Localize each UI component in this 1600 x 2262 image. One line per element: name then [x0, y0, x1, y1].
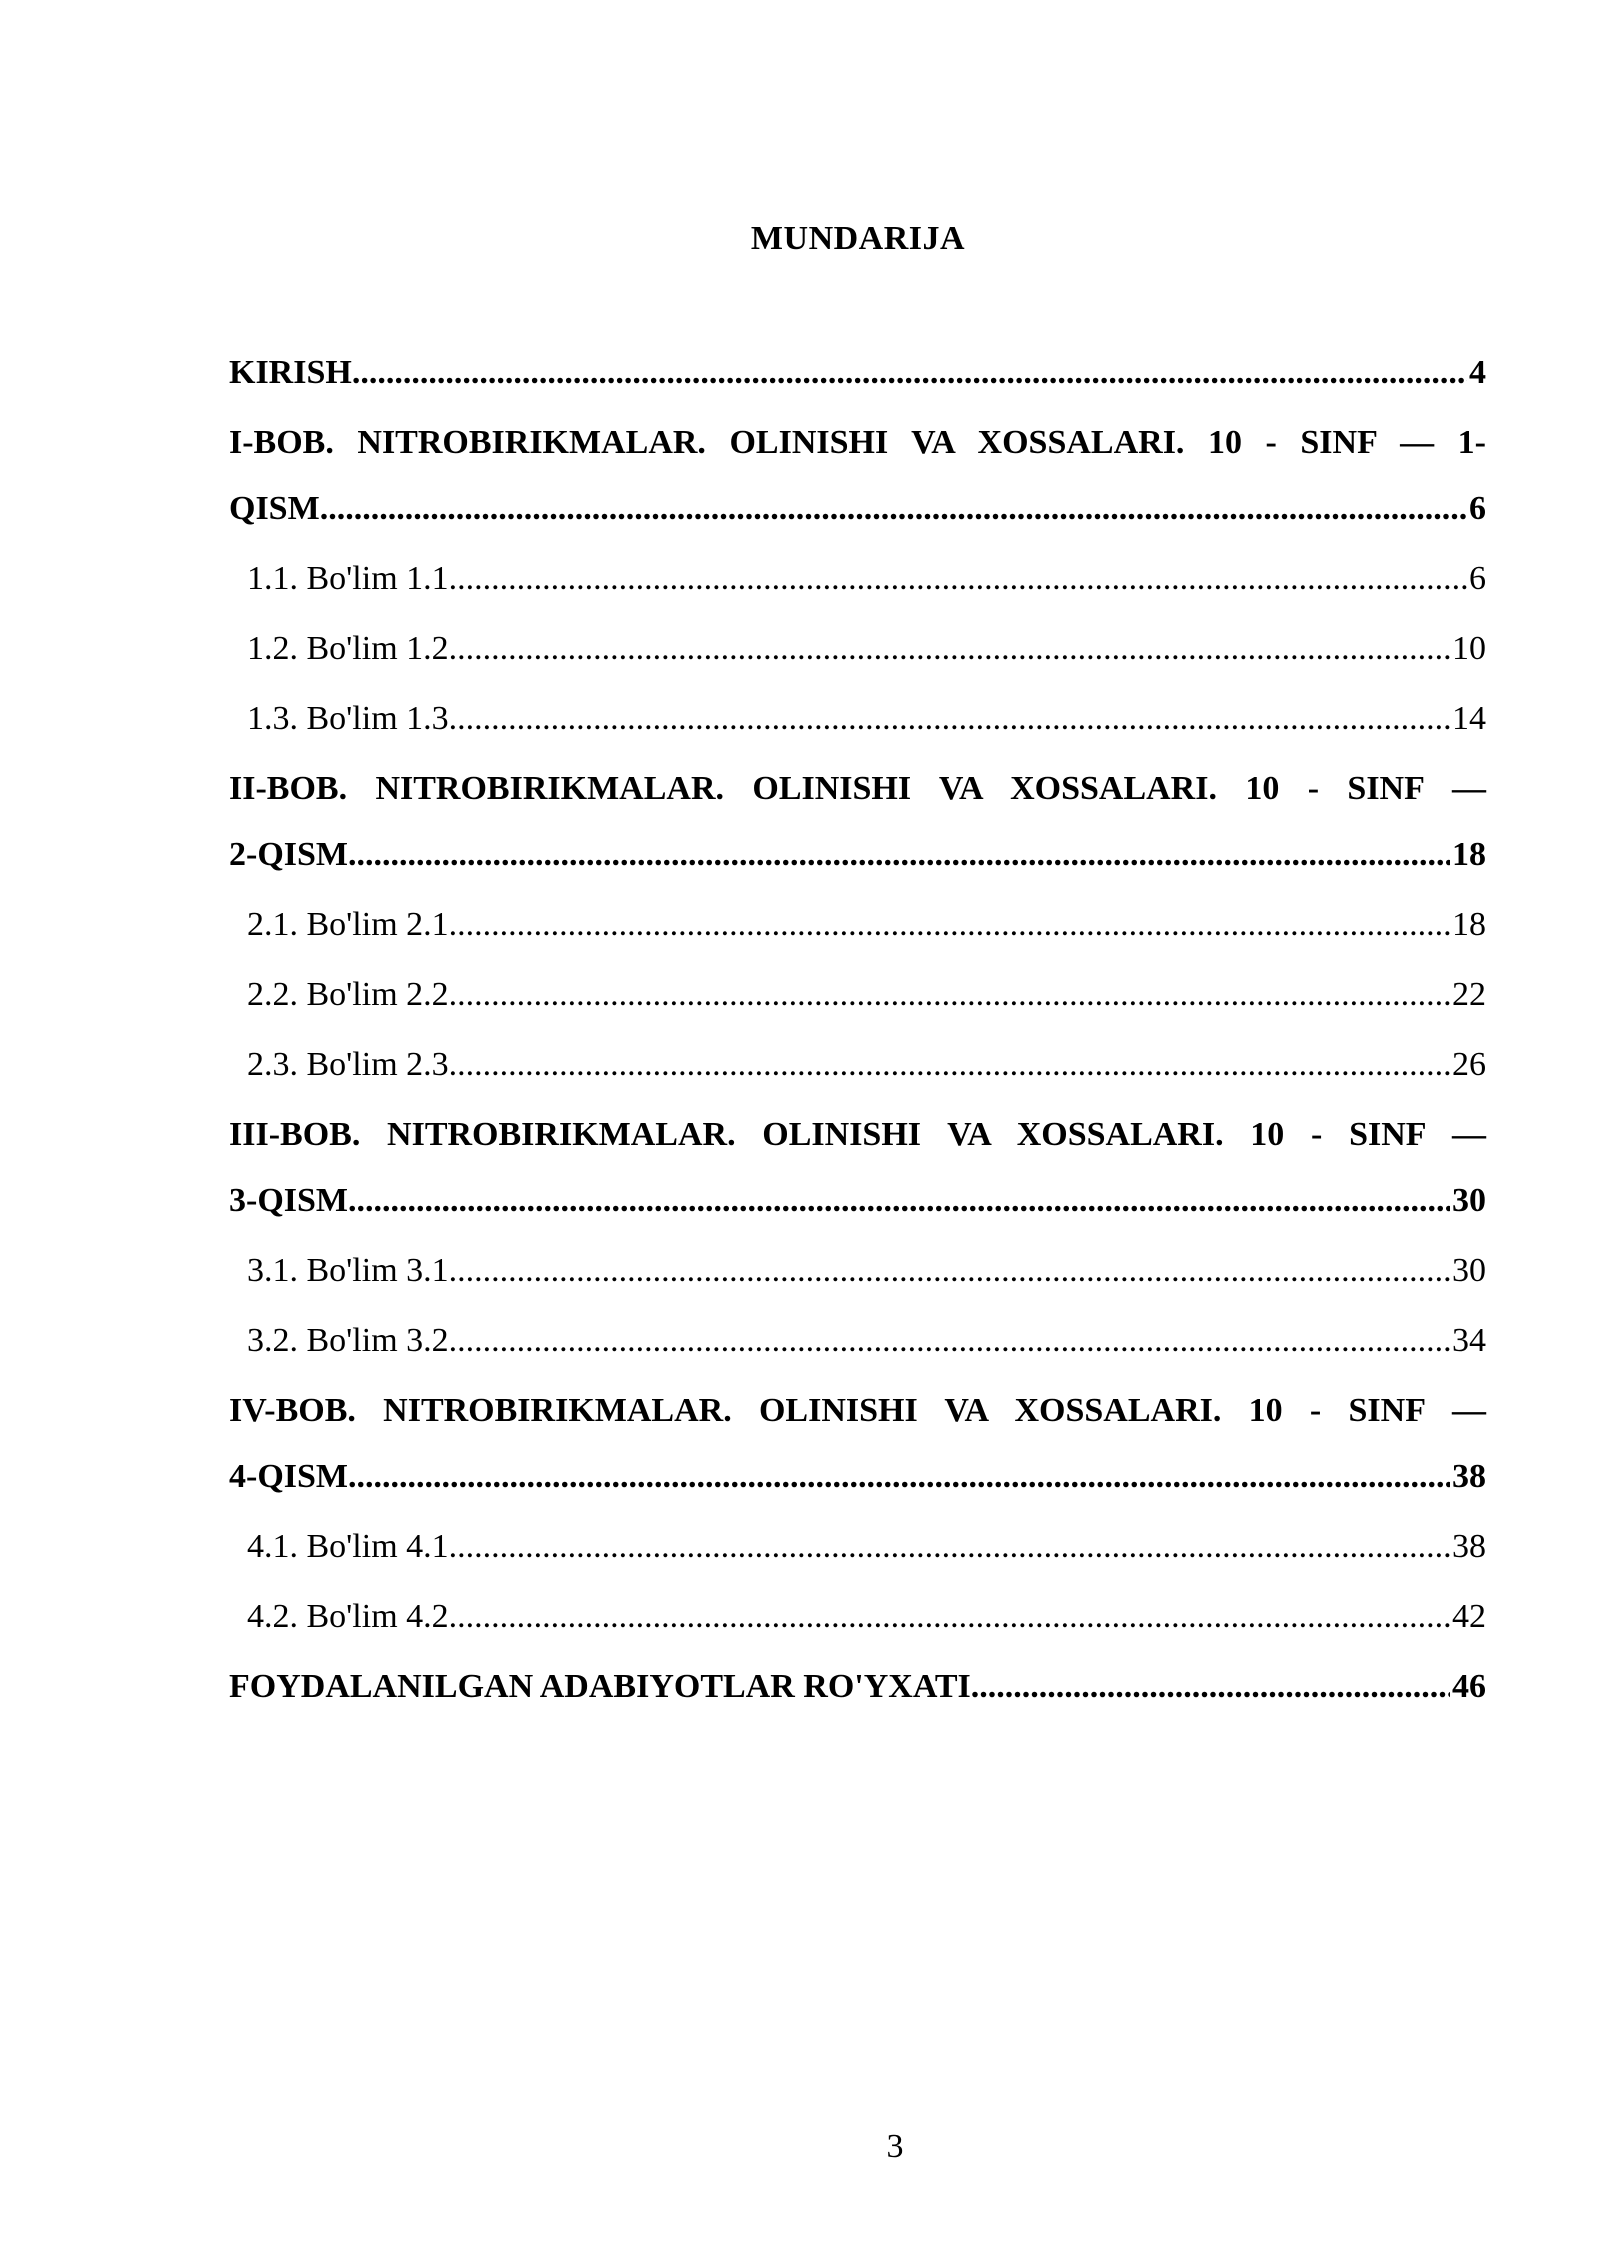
dot-leader — [971, 1666, 1450, 1708]
toc-entry-label: 1.2. Bo'lim 1.2 — [247, 630, 449, 667]
toc-entry-section-2-3[interactable] — [229, 1044, 1486, 1086]
toc-chapter-heading-continued: 4-QISM — [229, 1458, 348, 1495]
toc-entry-chapter-3[interactable] — [229, 1114, 1486, 1222]
toc-entry-chapter-1[interactable] — [229, 422, 1486, 530]
toc-entry-section-1-3[interactable] — [229, 698, 1486, 740]
toc-entry-section-2-1[interactable] — [229, 904, 1486, 946]
toc-page-number: 14 — [1452, 700, 1486, 737]
dot-leader — [449, 1320, 1450, 1362]
toc-entry-label: 2.1. Bo'lim 2.1 — [247, 906, 449, 943]
dot-leader — [449, 1596, 1450, 1638]
toc-page-number: 30 — [1452, 1252, 1486, 1289]
toc-entry-label: 3.1. Bo'lim 3.1 — [247, 1252, 449, 1289]
toc-entry-label: 3.2. Bo'lim 3.2 — [247, 1322, 449, 1359]
toc-entry-label: 1.1. Bo'lim 1.1 — [247, 560, 449, 597]
toc-chapter-heading: III-BOB. NITROBIRIKMALAR. OLINISHI VA XOSSALARI. 10 - SINF — — [229, 1116, 1486, 1153]
dot-leader — [449, 974, 1450, 1016]
toc-page-number: 26 — [1452, 1046, 1486, 1083]
page-title: MUNDARIJA — [750, 220, 966, 257]
toc-page-number: 10 — [1452, 630, 1486, 667]
toc-chapter-heading-continued: 3-QISM — [229, 1182, 348, 1219]
toc-page-number: 38 — [1452, 1528, 1486, 1565]
toc-page-number: 22 — [1452, 976, 1486, 1013]
dot-leader — [449, 904, 1450, 946]
toc-entry-section-4-1[interactable] — [229, 1526, 1486, 1568]
table-of-contents — [229, 352, 1486, 1736]
toc-entry-section-1-1[interactable] — [229, 558, 1486, 600]
toc-page-number: 6 — [1469, 490, 1486, 527]
toc-page-number: 30 — [1452, 1182, 1486, 1219]
toc-page-number: 38 — [1452, 1458, 1486, 1495]
toc-chapter-heading: IV-BOB. NITROBIRIKMALAR. OLINISHI VA XOSSALARI. 10 - SINF — — [229, 1392, 1486, 1429]
dot-leader — [449, 628, 1450, 670]
toc-entry-label: FOYDALANILGAN ADABIYOTLAR RO'YXATI — [229, 1668, 971, 1705]
toc-page-number: 6 — [1469, 560, 1486, 597]
toc-entry-label: 4.2. Bo'lim 4.2 — [247, 1598, 449, 1635]
toc-entry-chapter-4[interactable] — [229, 1390, 1486, 1498]
page-number: 3 — [886, 2128, 904, 2165]
toc-entry-label: 2.3. Bo'lim 2.3 — [247, 1046, 449, 1083]
toc-page-number: 18 — [1452, 906, 1486, 943]
dot-leader — [449, 698, 1450, 740]
dot-leader — [348, 834, 1450, 876]
toc-page-number: 4 — [1469, 354, 1486, 391]
toc-chapter-heading: I-BOB. NITROBIRIKMALAR. OLINISHI VA XOSSALARI. 10 - SINF — 1- — [229, 424, 1486, 461]
dot-leader — [348, 1180, 1450, 1222]
toc-entry-label: 2.2. Bo'lim 2.2 — [247, 976, 449, 1013]
toc-entry-kirish[interactable] — [229, 352, 1486, 394]
toc-entry-section-4-2[interactable] — [229, 1596, 1486, 1638]
toc-page-number: 34 — [1452, 1322, 1486, 1359]
toc-entry-label: KIRISH — [229, 354, 352, 391]
toc-page-number: 42 — [1452, 1598, 1486, 1635]
toc-entry-label: 1.3. Bo'lim 1.3 — [247, 700, 449, 737]
toc-entry-section-3-1[interactable] — [229, 1250, 1486, 1292]
dot-leader — [449, 1044, 1450, 1086]
toc-entry-chapter-2[interactable] — [229, 768, 1486, 876]
toc-page-number: 18 — [1452, 836, 1486, 873]
dot-leader — [449, 1250, 1450, 1292]
toc-chapter-heading: II-BOB. NITROBIRIKMALAR. OLINISHI VA XOSSALARI. 10 - SINF — — [229, 770, 1486, 807]
toc-chapter-heading-continued: QISM — [229, 490, 320, 527]
dot-leader — [352, 352, 1467, 394]
toc-chapter-heading-continued: 2-QISM — [229, 836, 348, 873]
dot-leader — [449, 1526, 1450, 1568]
toc-entry-references[interactable] — [229, 1666, 1486, 1708]
toc-page-number: 46 — [1452, 1668, 1486, 1705]
toc-entry-section-2-2[interactable] — [229, 974, 1486, 1016]
dot-leader — [449, 558, 1467, 600]
toc-entry-label: 4.1. Bo'lim 4.1 — [247, 1528, 449, 1565]
dot-leader — [320, 488, 1467, 530]
toc-entry-section-1-2[interactable] — [229, 628, 1486, 670]
toc-entry-section-3-2[interactable] — [229, 1320, 1486, 1362]
dot-leader — [348, 1456, 1450, 1498]
